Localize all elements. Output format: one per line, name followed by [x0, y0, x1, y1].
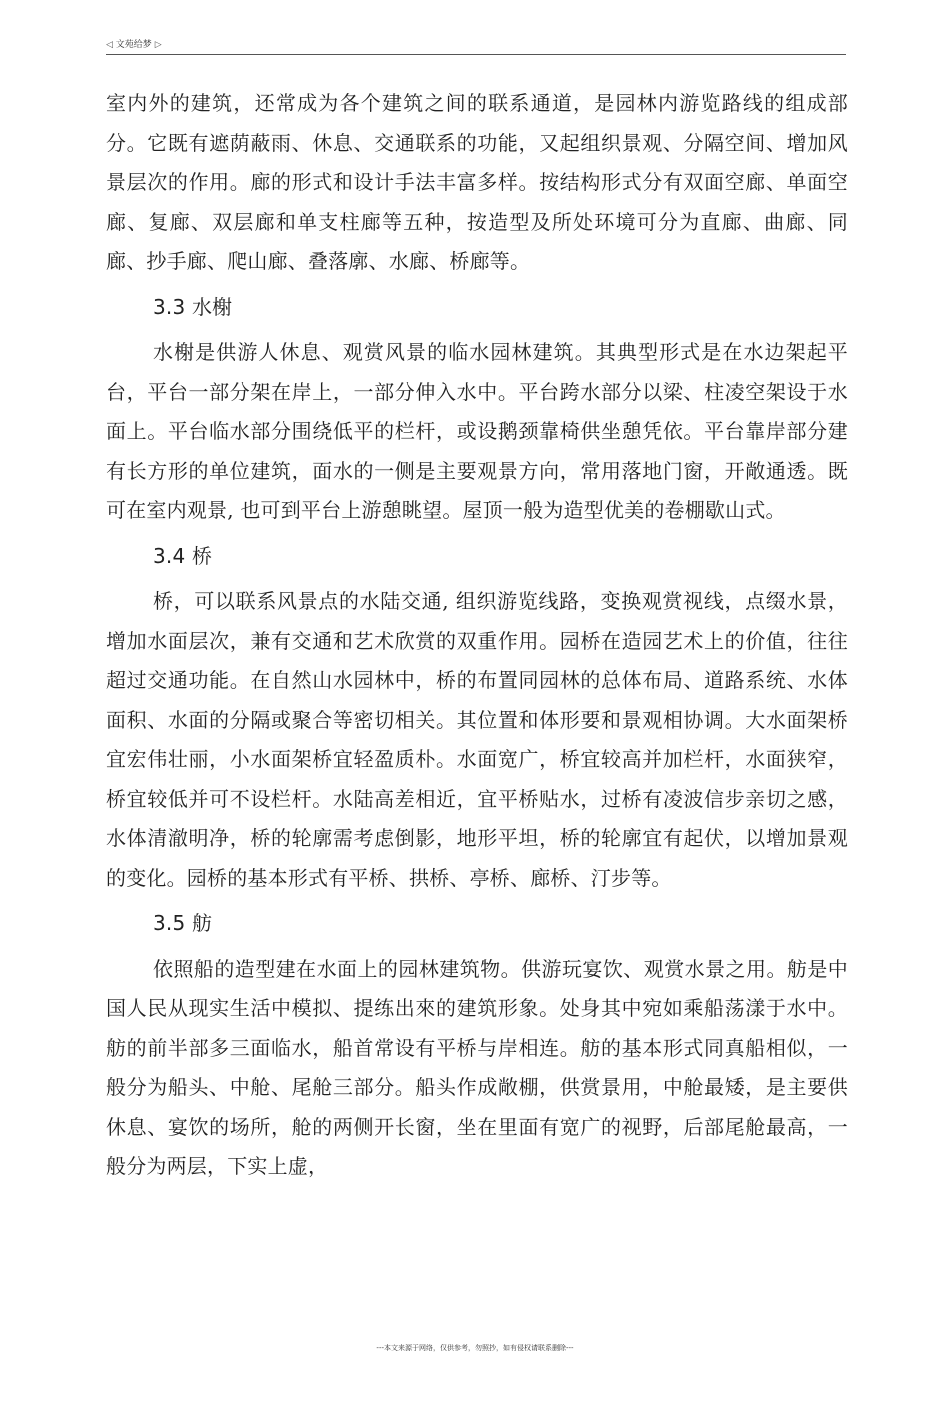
- section-heading-boat-house: 3.5 舫: [153, 911, 213, 935]
- header-title: 文苑给梦: [115, 40, 152, 50]
- paragraph-boat-house: 依照船的造型建在水面上的园林建筑物。供游玩宴饮、观赏水景之用。舫是中国人民从现实生活中模拟、提练出來的建筑形象。处身其中宛如乘船荡漾于水中。舫的前半部多三面临水，船首常设有平桥与岸相连。舫的基本形式同真船相似，一般分为船头、中舱、尾舱三部分。船头作成敞棚，供赏景用，中舱最矮，是主要供休息、宴饮的场所，舱的两侧开长窗，坐在里面有宽广的视野，后部尾舱最高，一般分为两层，下实上虚，: [106, 956, 848, 1178]
- right-triangle-icon: ▷: [154, 40, 162, 50]
- left-triangle-icon: ◁: [106, 40, 113, 50]
- page-header: [106, 38, 846, 55]
- page-footer: ---本文来源于网络，仅供参考，勿照抄，如有侵权请联系删除---: [376, 1344, 574, 1352]
- paragraph-corridor: 室内外的建筑，还常成为各个建筑之间的联系通道，是园林内游览路线的组成部分。它既有遮荫蔽雨、休息、交通联系的功能，又起组织景观、分隔空间、增加风景层次的作用。廊的形式和设计手法丰富多样。按结构形式分有双面空廊、单面空廊、复廊、双层廊和单支柱廊等五种，按造型及所处环境可分为直廊、曲廊、同廊、抄手廊、爬山廊、叠落廓、水廊、桥廊等。: [106, 91, 848, 273]
- paragraph-bridge: 桥，可以联系风景点的水陆交通, 组织游览线路，变换观赏视线，点缀水景，增加水面层次，兼有交通和艺术欣赏的双重作用。园桥在造园艺术上的价值，往往超过交通功能。在自然山水园林中，桥的布置同园林的总体布局、道路系统、水体面积、水面的分隔或聚合等密切相关。其位置和体形要和景观相协调。大水面架桥宜宏伟壮丽，小水面架桥宜轻盈质朴。水面宽广，桥宜较高并加栏杆，水面狭窄，桥宜较低并可不设栏杆。水陆高差相近，宜平桥贴水，过桥有凌波信步亲切之感，水体清澈明净，桥的轮廓需考虑倒影，地形平坦，桥的轮廓宜有起伏，以增加景观的变化。园桥的基本形式有平桥、拱桥、亭桥、廊桥、汀步等。: [106, 589, 848, 890]
- section-heading-water-pavilion: 3.3 水榭: [153, 294, 233, 319]
- section-heading-bridge: 3.4 桥: [153, 543, 213, 568]
- paragraph-water-pavilion: 水榭是供游人休息、观赏风景的临水园林建筑。其典型形式是在水边架起平台，平台一部分架在岸上，一部分伸入水中。平台跨水部分以梁、柱凌空架设于水面上。平台临水部分围绕低平的栏杆，或设鹅颈靠椅供坐憩凭依。平台靠岸部分建有长方形的单位建筑，面水的一侧是主要观景方向，常用落地门窗，开敞通透。既可在室内观景, 也可到平台上游憩眺望。屋顶一般为造型优美的卷棚歇山式。: [106, 340, 848, 522]
- document-body: [106, 84, 848, 1187]
